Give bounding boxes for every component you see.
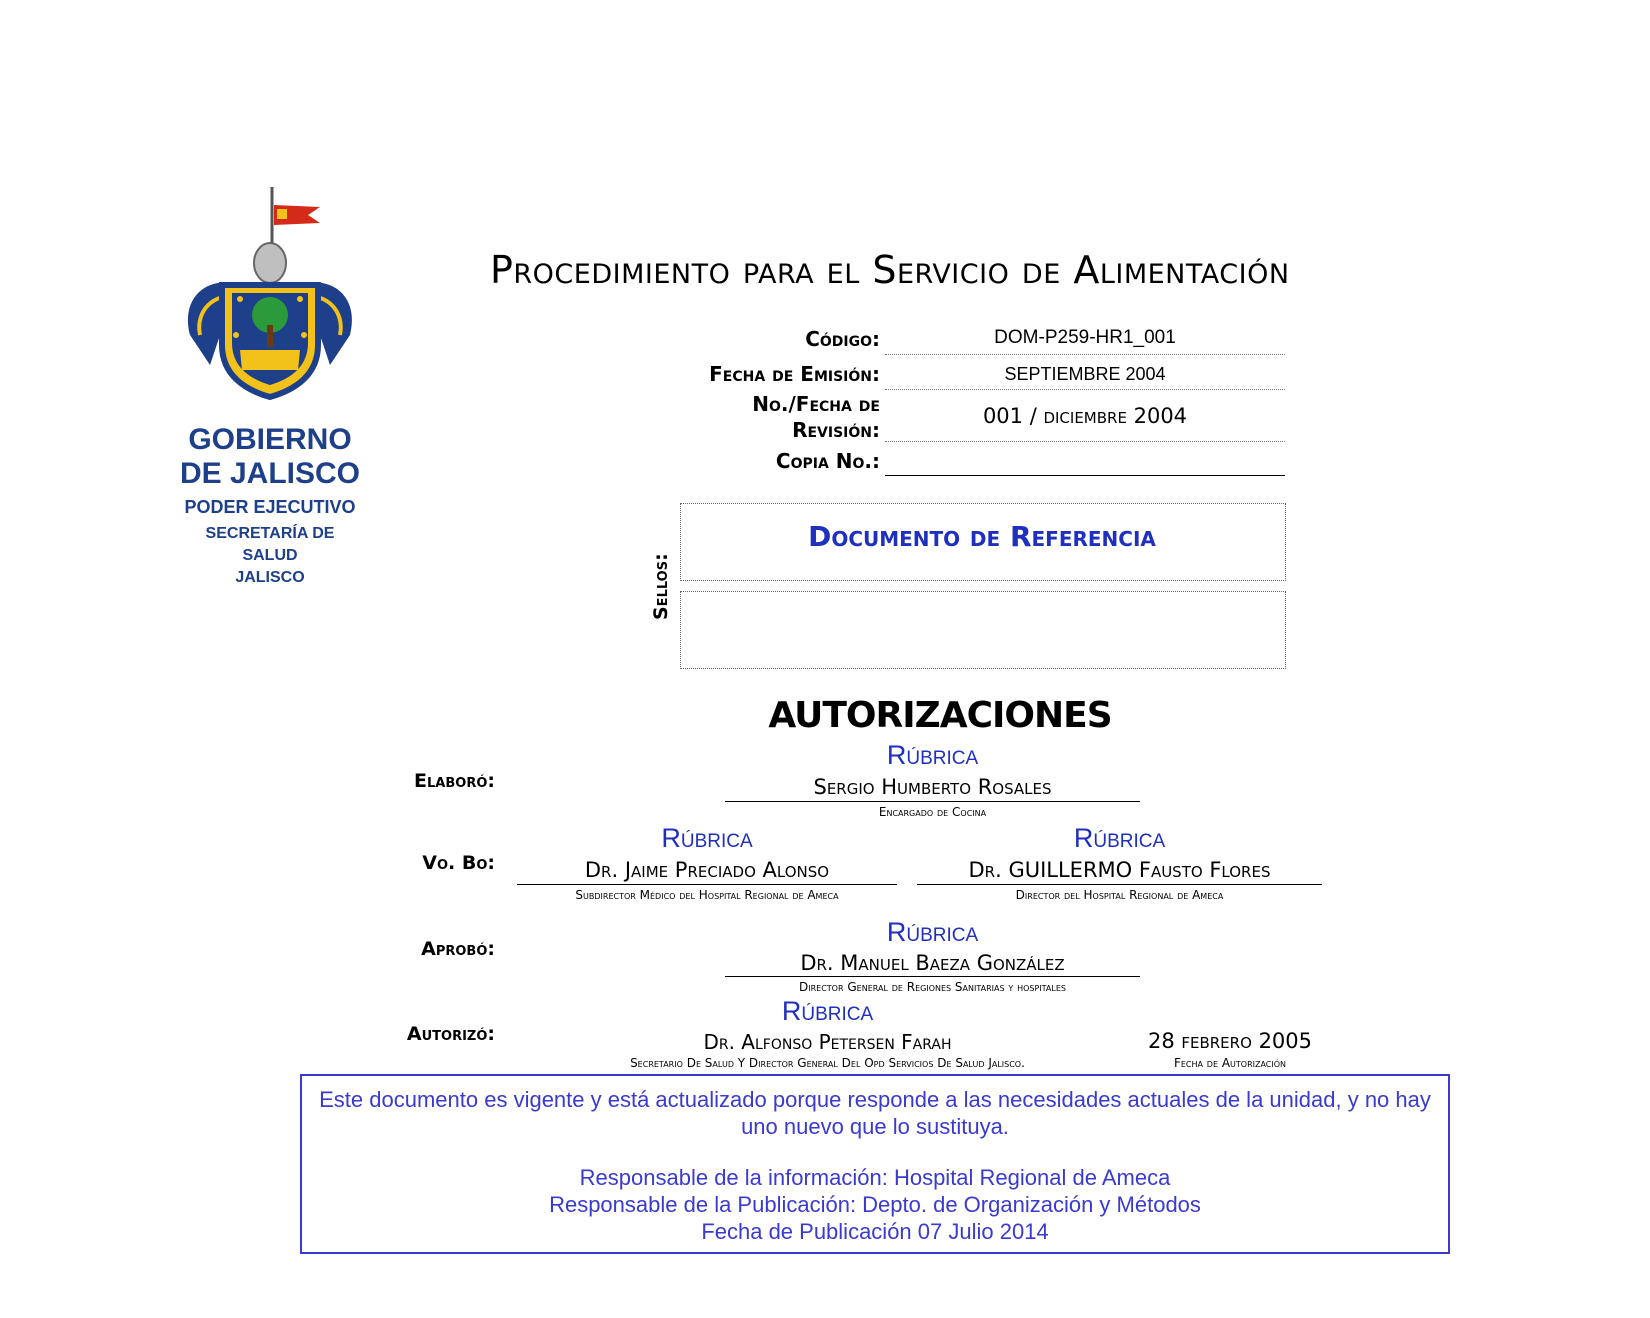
vobo1-signature-line <box>517 884 897 885</box>
logo-line-salud: SALUD <box>242 547 298 564</box>
copia-label: Copia No.: <box>775 449 880 473</box>
revision-label-line2: Revisión: <box>792 418 880 442</box>
fecha-emision-underline <box>885 389 1285 390</box>
fecha-autorizacion-label: Fecha de Autorización <box>1173 1056 1287 1070</box>
logo-line-jalisco: JALISCO <box>235 569 305 586</box>
elaboro-signature-line <box>725 801 1140 802</box>
elaboro-name: Sergio Humberto Rosales <box>813 775 1052 799</box>
vobo2-name: Dr. GUILLERMO Fausto Flores <box>968 858 1271 882</box>
fecha-emision-label: Fecha de Emisión: <box>709 362 880 386</box>
elaboro-rubrica: Rúbrica <box>886 740 979 770</box>
codigo-value: DOM-P259-HR1_001 <box>994 327 1176 348</box>
aprobo-rubrica: Rúbrica <box>886 917 979 947</box>
aprobo-label: Aprobó: <box>421 938 495 960</box>
aprobo-title: Director General de Regiones Sanitarias y hospitales <box>799 980 1066 994</box>
logo-line-secretaria: SECRETARÍA DE <box>205 525 335 542</box>
vobo2-title: Director del Hospital Regional de Ameca <box>1015 888 1224 902</box>
fecha-publicacion: Fecha de Publicación 07 Julio 2014 <box>701 1219 1049 1244</box>
autorizo-label: Autorizó: <box>406 1023 495 1045</box>
vobo1-name: Dr. Jaime Preciado Alonso <box>584 858 830 882</box>
responsable-publicacion: Responsable de la Publicación: Depto. de Organización y Métodos <box>549 1192 1201 1217</box>
documento-referencia: Documento de Referencia <box>808 520 1156 553</box>
logo-line-poder-ejecutivo: PODER EJECUTIVO <box>184 497 356 517</box>
revision-underline <box>885 441 1285 442</box>
revision-value: 001 / diciembre 2004 <box>982 404 1188 428</box>
vobo2-signature-line <box>917 884 1322 885</box>
responsable-informacion: Responsable de la información: Hospital Regional de Ameca <box>579 1165 1171 1190</box>
autorizo-name: Dr. Alfonso Petersen Farah <box>703 1030 952 1054</box>
autorizo-title: Secretario De Salud Y Director General Del Opd Servicios De Salud Jalisco. <box>630 1056 1025 1070</box>
aprobo-signature-line <box>725 976 1140 977</box>
logo-line-gobierno: GOBIERNO <box>188 423 352 456</box>
sello-box-bottom <box>680 591 1286 669</box>
gobierno-jalisco-logo <box>170 185 370 585</box>
logo-line-de-jalisco: DE JALISCO <box>179 457 361 490</box>
vobo1-title: Subdirector Médico del Hospital Regional de Ameca <box>575 888 839 902</box>
fecha-autorizacion-value: 28 febrero 2005 <box>1147 1029 1313 1053</box>
codigo-underline <box>885 354 1285 355</box>
document-title: Procedimiento para el Servicio de Alimentación <box>490 248 1290 292</box>
coat-of-arms-icon <box>170 185 370 415</box>
vigencia-statement: Este documento es vigente y está actualizado porque responde a las necesidades actuales de la unidad, y no hay uno nuevo que lo sustituya. <box>319 1087 1431 1139</box>
vobo-label: Vo. Bo: <box>422 852 495 874</box>
vobo2-rubrica: Rúbrica <box>1073 823 1166 853</box>
fecha-emision-value: SEPTIEMBRE 2004 <box>1004 364 1166 384</box>
autorizo-rubrica: Rúbrica <box>781 996 874 1026</box>
autorizaciones-title: AUTORIZACIONES <box>768 695 1112 736</box>
revision-label-line1: No./Fecha de <box>752 392 880 416</box>
copia-underline <box>885 475 1285 476</box>
aprobo-name: Dr. Manuel Baeza González <box>800 951 1065 975</box>
sellos-label: Sellos: <box>650 553 672 620</box>
elaboro-title: Encargado de Cocina <box>878 805 987 819</box>
elaboro-label: Elaboró: <box>414 770 495 792</box>
vigencia-notice <box>300 1074 1450 1254</box>
vobo1-rubrica: Rúbrica <box>661 823 753 853</box>
codigo-label: Código: <box>805 327 880 351</box>
